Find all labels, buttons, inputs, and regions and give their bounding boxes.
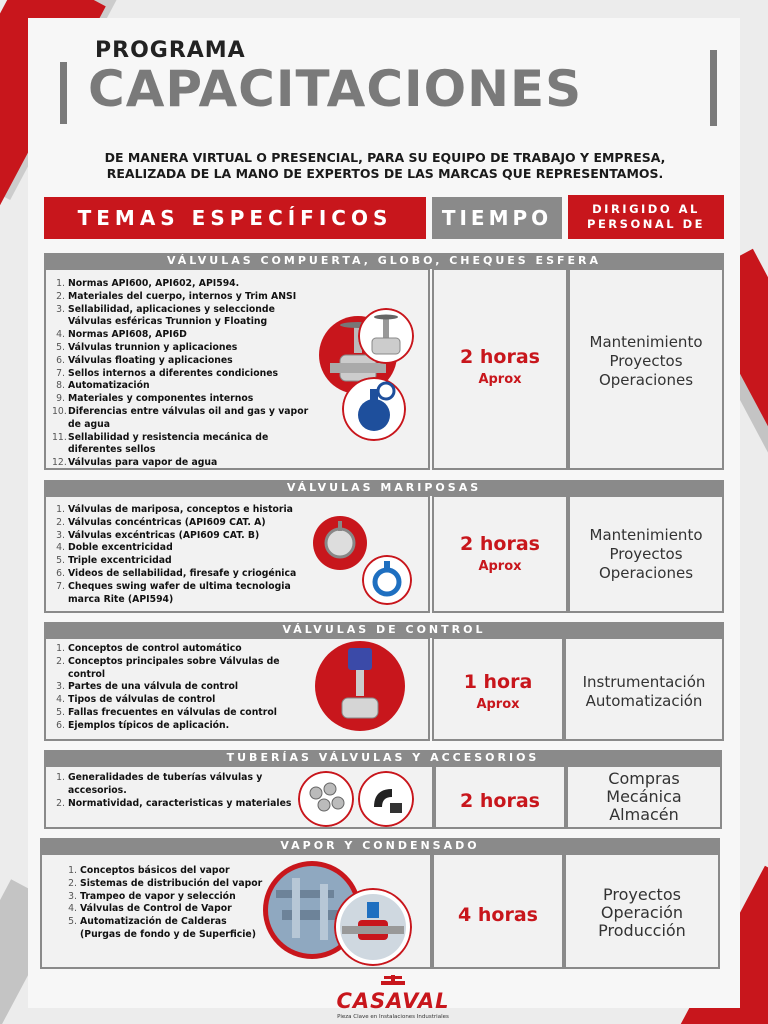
- duration: 2 horas Aprox: [460, 346, 540, 387]
- audience: Instrumentación Automatización: [582, 673, 706, 710]
- list-item: 5. Válvulas trunnion y aplicaciones: [56, 341, 238, 353]
- topic-list: [52, 772, 292, 810]
- logo-tagline: Pieza Clave en Instalaciones Industriales: [337, 1014, 449, 1020]
- list-item: 3. Válvulas excéntricas (API609 CAT. B): [56, 529, 260, 541]
- company-logo: [318, 975, 468, 1020]
- list-item: 10. Diferencias entre válvulas oil and gas y vapor de agua: [52, 405, 309, 430]
- duration: 2 horas: [460, 790, 540, 812]
- list-item: 3. Trampeo de vapor y selección: [68, 890, 236, 902]
- list-item: 6. Válvulas floating y aplicaciones: [56, 354, 233, 366]
- topic-list: [52, 278, 314, 470]
- list-item: 1. Conceptos de control automático: [56, 643, 242, 654]
- list-item: 1. Conceptos básicos del vapor: [68, 865, 230, 876]
- page-title: CAPACITACIONES: [88, 60, 583, 118]
- audience: Mantenimiento Proyectos Operaciones: [589, 526, 703, 582]
- list-item: 6. Videos de sellabilidad, firesafe y criogénica: [56, 567, 297, 579]
- list-item: 1. Normas API600, API602, API594.: [56, 278, 240, 289]
- list-item: 6. Ejemplos típicos de aplicación.: [56, 719, 230, 731]
- list-item: 4. Normas API608, API6D: [56, 329, 187, 341]
- list-item: 2. Materiales del cuerpo, internos y Trim ANSI: [56, 290, 297, 302]
- logo-name: CASAVAL: [336, 989, 450, 1013]
- audience: Proyectos Operación Producción: [598, 885, 686, 940]
- topic-list: [52, 643, 314, 733]
- butterfly-valve-blue-photo: [362, 555, 412, 605]
- list-item: 1. Válvulas de mariposa, conceptos e historia: [56, 504, 293, 515]
- list-item: 4. Doble excentricidad: [56, 542, 173, 554]
- list-item: 8. Automatización: [56, 380, 150, 392]
- duration: 4 horas: [458, 904, 538, 926]
- list-item: 5. Automatización de Calderas (Purgas de fondo y de Superficie): [68, 916, 256, 940]
- globe-valve-photo: [358, 308, 414, 364]
- audience: Compras Mecánica Almacén: [606, 769, 682, 824]
- list-item: 9. Materiales y componentes internos: [56, 393, 254, 405]
- list-item: 7. Cheques swing wafer de ultima tecnologia marca Rite (API594): [56, 580, 291, 605]
- list-item: 2. Normatividad, caracteristicas y materiales: [56, 797, 292, 809]
- column-header-dirigido: DIRIGIDO AL PERSONAL DE: [568, 195, 724, 239]
- list-item: 2. Sistemas de distribución del vapor: [68, 877, 263, 889]
- audience: Mantenimiento Proyectos Operaciones: [589, 333, 703, 389]
- steam-valve-photo: [334, 888, 412, 966]
- list-item: 7. Sellos internos a diferentes condiciones: [56, 367, 279, 379]
- control-valve-photo: [314, 640, 406, 732]
- list-item: 2. Conceptos principales sobre Válvulas de control: [56, 655, 280, 680]
- list-item: 11. Sellabilidad y resistencia mecánica de diferentes sellos: [52, 431, 269, 456]
- topic-list: [52, 504, 314, 606]
- list-item: 4. Válvulas de Control de Vapor: [68, 903, 232, 915]
- subtitle: PROGRAMA: [95, 38, 246, 63]
- ball-valve-photo: [342, 377, 406, 441]
- list-item: 3. Sellabilidad, aplicaciones y seleccionde Válvulas esféricas Trunnion y Floating: [56, 303, 275, 328]
- list-item: 5. Triple excentricidad: [56, 555, 172, 567]
- section-title: VAPOR Y CONDENSADO: [40, 838, 720, 854]
- pipes-photo: [298, 771, 354, 827]
- intro-text: DE MANERA VIRTUAL O PRESENCIAL, PARA SU EQUIPO DE TRABAJO Y EMPRESA, REALIZADA DE LA MANO DE EXPERTOS DE LAS MARCAS QUE REPRESENTAMOS.: [104, 150, 666, 181]
- list-item: 4. Tipos de válvulas de control: [56, 694, 216, 706]
- column-header-tiempo: TIEMPO: [432, 197, 562, 239]
- title-bar-left: [60, 62, 67, 124]
- topic-list: [64, 865, 268, 942]
- section-title: VÁLVULAS DE CONTROL: [44, 622, 724, 638]
- logo-valve-icon: [378, 975, 408, 989]
- list-item: 12. Válvulas para vapor de agua: [52, 457, 218, 469]
- column-header-temas: TEMAS ESPECÍFICOS: [44, 197, 426, 239]
- list-item: 2. Válvulas concéntricas (API609 CAT. A): [56, 516, 266, 528]
- list-item: 1. Generalidades de tuberías válvulas y accesorios.: [56, 772, 263, 796]
- list-item: 5. Fallas frecuentes en válvulas de control: [56, 706, 277, 718]
- section-title: VÁLVULAS MARIPOSAS: [44, 480, 724, 496]
- duration: 2 horas Aprox: [460, 533, 540, 574]
- title-bar-right: [710, 50, 717, 126]
- section-title: VÁLVULAS COMPUERTA, GLOBO, CHEQUES ESFERA: [44, 253, 724, 269]
- duration: 1 hora Aprox: [463, 671, 533, 712]
- section-title: TUBERÍAS VÁLVULAS Y ACCESORIOS: [44, 750, 722, 766]
- list-item: 3. Partes de una válvula de control: [56, 681, 239, 693]
- fittings-photo: [358, 771, 414, 827]
- butterfly-valve-photo: [312, 515, 368, 571]
